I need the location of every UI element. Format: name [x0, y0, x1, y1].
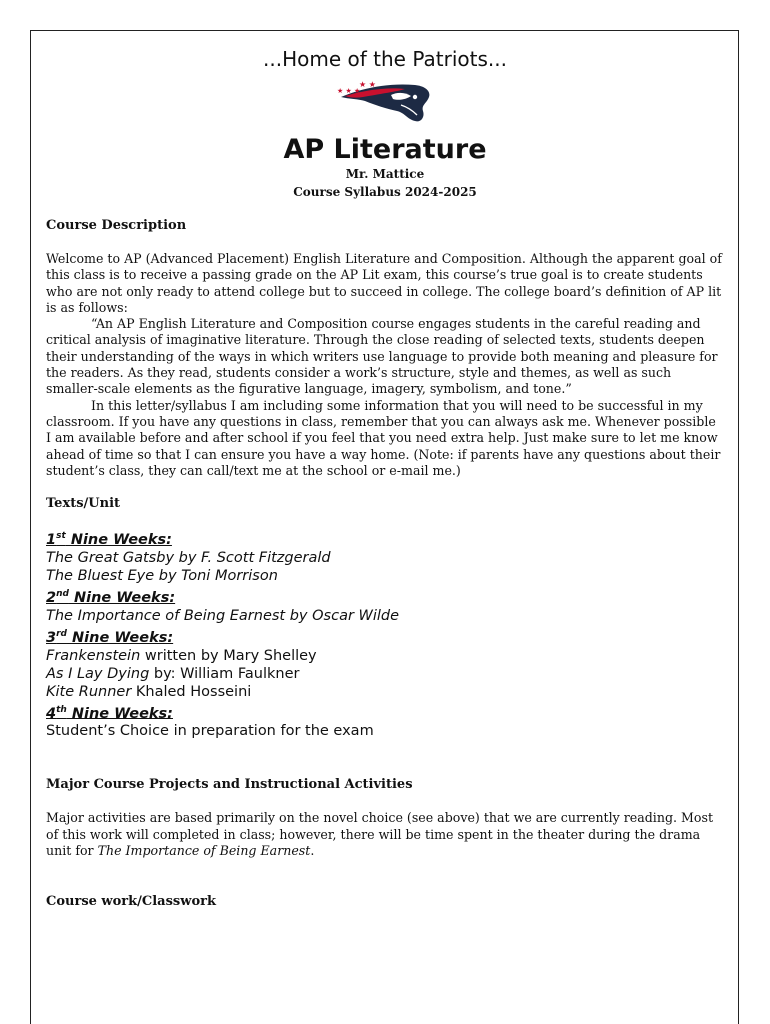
page-title: AP Literature — [283, 134, 487, 165]
list-item: Kite Runner Khaled Hosseini — [46, 683, 252, 700]
projects-heading: Major Course Projects and Instructional Activities — [46, 777, 413, 793]
week-4-heading: 4th Nine Weeks: — [46, 704, 173, 722]
projects-text: Major activities are based primarily on the novel choice (see above) that we are currently reading. Most of this work will completed in class; however, there will be time spent in the theater during the drama unit for The Importance of Being Earnest. — [46, 810, 714, 859]
texts-heading: Texts/Unit — [46, 496, 121, 512]
reading-list — [46, 527, 724, 740]
week-1-heading: 1st Nine Weeks: — [46, 531, 172, 548]
week-3-heading: 3rd Nine Weeks: — [46, 628, 174, 646]
coursework-heading: Course work/Classwork — [46, 894, 216, 910]
week-2-heading: 2nd Nine Weeks: — [46, 588, 176, 606]
svg-text:★ ★ ★: ★ ★ ★ — [337, 87, 361, 95]
header — [46, 47, 724, 201]
list-item: Student’s Choice in preparation for the exam — [46, 723, 374, 740]
svg-text:★ ★: ★ ★ — [359, 80, 376, 89]
ap-definition-quote: “An AP English Literature and Composition course engages students in the careful reading and critical analysis of imaginative literature. Through the close reading of selected texts, students deepen their understanding of the ways in which writers use language to provide both meaning and pleasure for the readers. As they read, students consider a work’s structure, style and themes, as well as such smaller-scale elements as the figurative language, imagery, symbolism, and tone.” — [46, 316, 718, 397]
school-slogan: ...Home of the Patriots... — [263, 47, 507, 71]
course-description-heading: Course Description — [46, 218, 187, 233]
list-item: The Bluest Eye by Toni Morrison — [46, 567, 278, 584]
letter-paragraph: In this letter/syllabus I am including some information that you will need to be successful in my classroom. If you have any questions in class, remember that you can always ask me. Whenever possible I am available before and after school if you feel that you need extra help. Just make sure to let me know ahead of time so that I can ensure you have a way home. (Note: if parents have any questions about their student’s class, they can call/text me at the school or e-mail me.) — [46, 397, 721, 478]
course-intro: Welcome to AP (Advanced Placement) English Literature and Composition. Although the apparent goal of this class is to receive a passing grade on the AP Lit exam, this course’s true goal is to create students who are not only ready to attend college but to succeed in college. The college board’s definition of AP lit is as follows: — [46, 251, 722, 315]
list-item: The Importance of Being Earnest by Oscar Wilde — [46, 607, 400, 624]
list-item: The Great Gatsby by F. Scott Fitzgerald — [46, 549, 331, 566]
list-item: As I Lay Dying by: William Faulkner — [46, 665, 300, 682]
patriots-logo-icon — [335, 75, 435, 125]
teacher-name: Mr. Mattice — [345, 167, 425, 181]
syllabus-page — [30, 30, 739, 1024]
list-item: Frankenstein written by Mary Shelley — [46, 647, 317, 664]
syllabus-year: Course Syllabus 2024-2025 — [293, 185, 477, 199]
